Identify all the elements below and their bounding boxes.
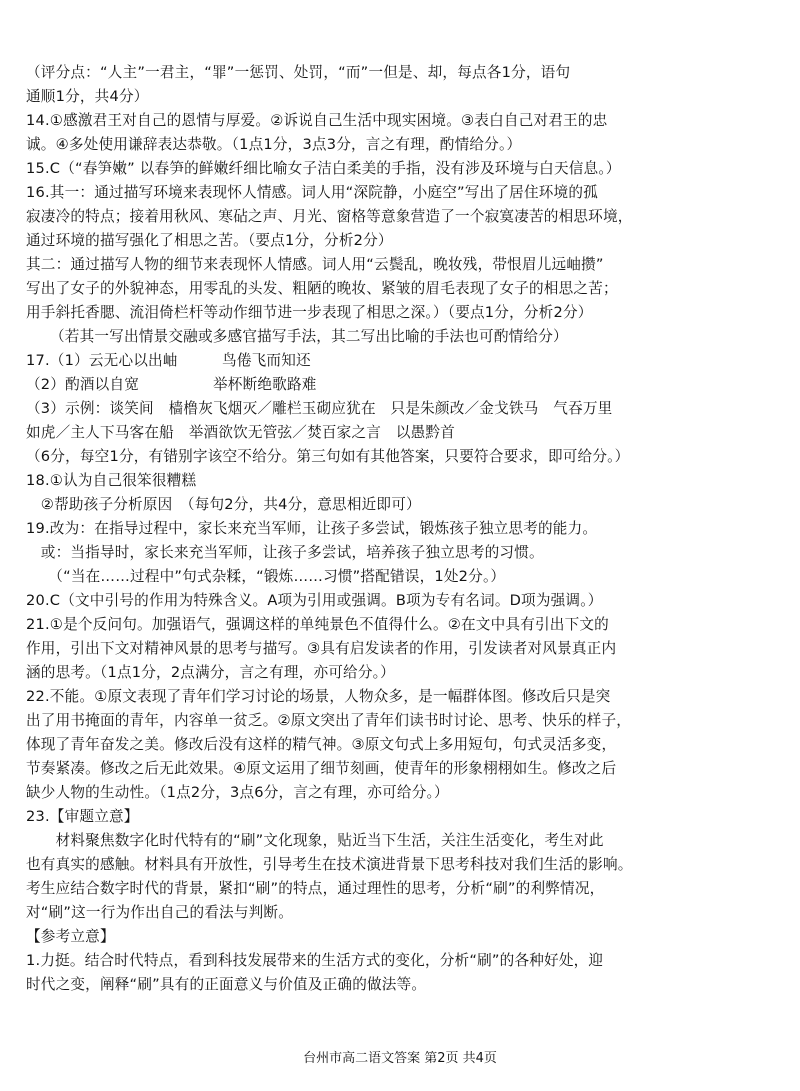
text-line: （6分，每空1分，有错别字该空不给分。第三句如有其他答案，只要符合要求，即可给分。） xyxy=(26,448,630,465)
text-line: 18.①认为自己很笨很糟糕 xyxy=(26,472,197,489)
text-line: 17.（1）云无心以出岫 鸟倦飞而知还 xyxy=(26,352,311,369)
text-line: 体现了青年奋发之美。修改后没有这样的精气神。③原文句式上多用短句，句式灵活多变， xyxy=(26,736,617,753)
text-line: 诚。④多处使用谦辞表达恭敬。（1点1分，3点3分，言之有理，酌情给分。） xyxy=(26,136,522,153)
text-line: 出了用书掩面的青年，内容单一贫乏。②原文突出了青年们读书时讨论、思考、快乐的样子， xyxy=(26,712,632,729)
text-line: 16.其一：通过描写环境来表现怀人情感。词人用“深院静，小庭空”写出了居住环境的孤 xyxy=(26,184,598,201)
text-line: 【参考立意】 xyxy=(26,928,115,945)
text-line: 节奏紧凑。修改之后无此效果。④原文运用了细节刻画，使青年的形象栩栩如生。修改之后 xyxy=(26,760,617,777)
text-line: 时代之变，阐释“刷”具有的正面意义与价值及正确的做法等。 xyxy=(26,976,427,993)
text-line: 涵的思考。（1点1分，2点满分，言之有理，亦可给分。） xyxy=(26,664,395,681)
text-line: 20.C（文中引号的作用为特殊含义。A项为引用或强调。B项为专有名词。D项为强调。） xyxy=(26,592,603,609)
text-line: （3）示例：谈笑间 樯橹灰飞烟灭／雕栏玉砌应犹在 只是朱颜改／金戈铁马 气吞万里 xyxy=(26,400,613,417)
text-line: 缺少人物的生动性。（1点2分，3点6分，言之有理，亦可给分。） xyxy=(26,784,449,801)
text-line: 寂凄冷的特点；接着用秋风、寒砧之声、月光、窗格等意象营造了一个寂寞凄苦的相思环境， xyxy=(26,208,633,225)
text-line: 也有真实的感触。材料具有开放性，引导考生在技术演进背景下思考科技对我们生活的影响。 xyxy=(26,856,633,873)
text-line: ②帮助孩子分析原因 （每句2分，共4分，意思相近即可） xyxy=(26,496,421,513)
text-line: （若其一写出情景交融或多感官描写手法，其二写出比喻的手法也可酌情给分） xyxy=(50,328,568,345)
text-line: 考生应结合数字时代的背景，紧扣“刷”的特点，通过理性的思考，分析“刷”的利弊情况， xyxy=(26,880,605,897)
text-line: 23.【审题立意】 xyxy=(26,808,139,825)
text-line: 21.①是个反问句。加强语气，强调这样的单纯景色不值得什么。②在文中具有引出下文的 xyxy=(26,616,609,633)
text-line: 19.改为：在指导过程中，家长来充当军师，让孩子多尝试，锻炼孩子独立思考的能力。 xyxy=(26,520,598,537)
text-line: 对“刷”这一行为作出自己的看法与判断。 xyxy=(26,904,294,921)
text-line: 15.C（“春笋嫩” 以春笋的鲜嫩纤细比喻女子洁白柔美的手指，没有涉及环境与白天信息。） xyxy=(26,160,621,177)
text-line: 其二：通过描写人物的细节来表现怀人情感。词人用“云鬓乱，晚妆残，带恨眉儿远岫攒” xyxy=(26,256,604,273)
text-line: 如虎／主人下马客在船 举酒欲饮无管弦／焚百家之言 以愚黔首 xyxy=(26,424,456,441)
text-line: （“当在……过程中”句式杂糅，“锻炼……习惯”搭配错误，1处2分。） xyxy=(26,568,506,585)
text-line: 写出了女子的外貌神态，用零乱的头发、粗陋的晚妆、紧皱的眉毛表现了女子的相思之苦； xyxy=(26,280,618,297)
text-line: （2）酌酒以自宽 举杯断绝歌路难 xyxy=(26,376,317,393)
text-line: （评分点：“人主”一君主，“罪”一惩罚、处罚，“而”一但是、却，每点各1分，语句 xyxy=(26,64,571,81)
text-line: 或：当指导时，家长来充当军师，让孩子多尝试，培养孩子独立思考的习惯。 xyxy=(26,544,544,561)
text-line: 用手斜托香腮、流泪倚栏杆等动作细节进一步表现了相思之深。）（要点1分，分析2分） xyxy=(26,304,593,321)
text-line: 作用，引出下文对精神风景的思考与描写。③具有启发读者的作用，引发读者对风景真正内 xyxy=(26,640,617,657)
text-line: 通顺1分，共4分） xyxy=(26,88,149,105)
text-line: 14.①感激君王对自己的恩情与厚爱。②诉说自己生活中现实困境。③表白自己对君王的忠 xyxy=(26,112,608,129)
page-footer: 台州市高二语文答案 第2页 共4页 xyxy=(303,1051,497,1066)
text-line: 22.不能。①原文表现了青年们学习讨论的场景，人物众多，是一幅群体图。修改后只是突 xyxy=(26,688,611,705)
text-line: 材料聚焦数字化时代特有的“刷”文化现象，贴近当下生活，关注生活变化，考生对此 xyxy=(26,832,604,849)
text-line: 通过环境的描写强化了相思之苦。（要点1分，分析2分） xyxy=(26,232,393,249)
text-line: 1.力挺。结合时代特点，看到科技发展带来的生活方式的变化，分析“刷”的各种好处，迎 xyxy=(26,952,604,969)
